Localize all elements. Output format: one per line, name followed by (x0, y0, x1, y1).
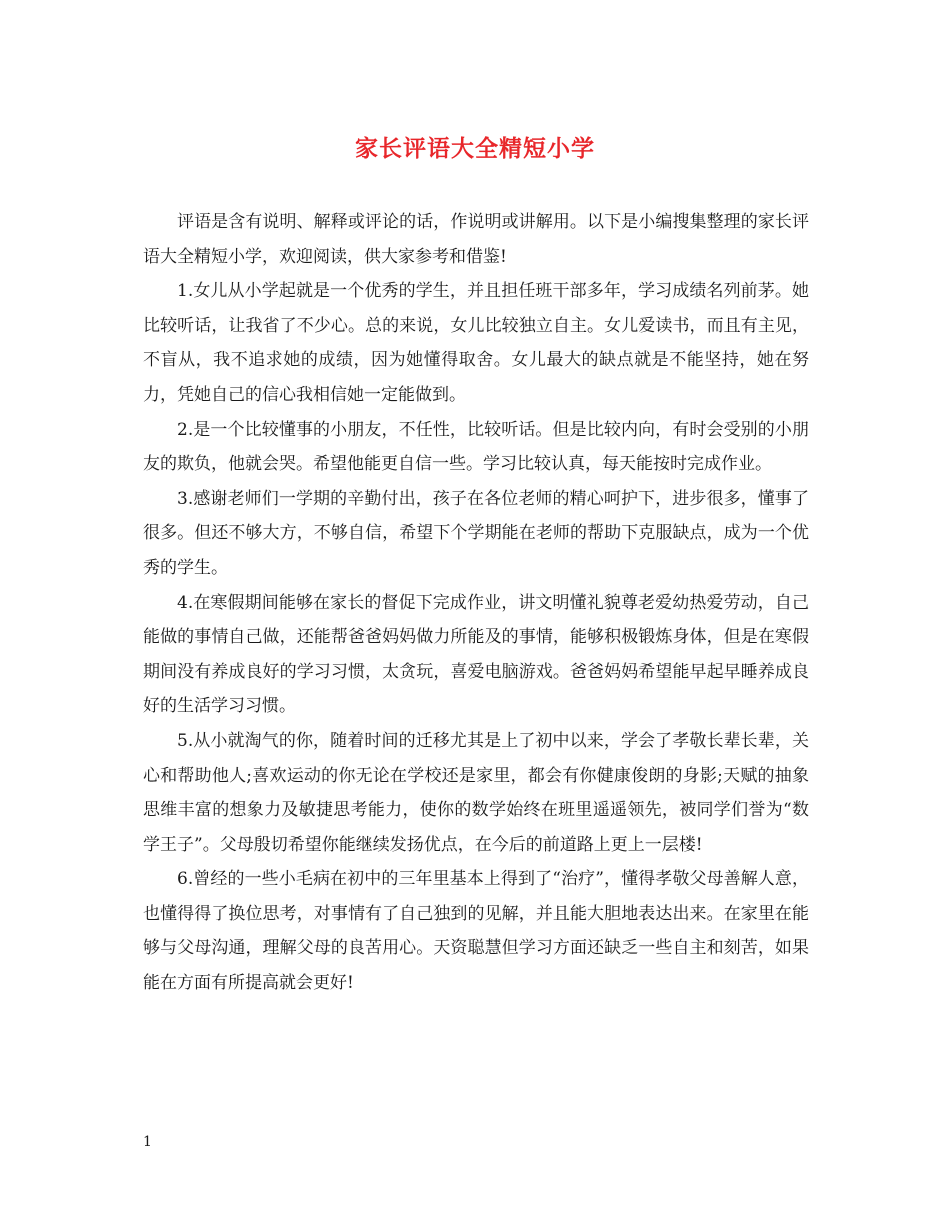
intro-paragraph: 评语是含有说明、解释或评论的话，作说明或讲解用。以下是小编搜集整理的家长评语大全精短小学，欢迎阅读，供大家参考和借鉴! (143, 212, 809, 267)
comment-paragraph-2: 2.是一个比较懂事的小朋友，不任性，比较听话。但是比较内向，有时会受别的小朋友的欺负，他就会哭。希望他能更自信一些。学习比较认真，每天能按时完成作业。 (143, 419, 809, 475)
document-title: 家长评语大全精短小学 (355, 135, 595, 162)
comment-paragraph-1: 1.女儿从小学起就是一个优秀的学生，并且担任班干部多年，学习成绩名列前茅。她比较听话，让我省了不少心。总的来说，女儿比较独立自主。女儿爱读书，而且有主见，不盲从，我不追求她的成绩，因为她懂得取舍。女儿最大的缺点就是不能坚持，她在努力，凭她自己的信心我相信她一定能做到。 (143, 281, 809, 405)
comment-paragraph-4: 4.在寒假期间能够在家长的督促下完成作业，讲文明懂礼貌尊老爱幼热爱劳动，自己能做的事情自己做，还能帮爸爸妈妈做力所能及的事情，能够积极锻炼身体，但是在寒假期间没有养成良好的学习习惯，太贪玩，喜爱电脑游戏。爸爸妈妈希望能早起早睡养成良好的生活学习习惯。 (143, 592, 809, 717)
comment-paragraph-6: 6.曾经的一些小毛病在初中的三年里基本上得到了“治疗”，懂得孝敬父母善解人意，也懂得得了换位思考，对事情有了自己独到的见解，并且能大胆地表达出来。在家里在能够与父母沟通，理解父母的良苦用心。天资聪慧但学习方面还缺乏一些自主和刻苦，如果能在方面有所提高就会更好! (143, 869, 809, 994)
page-number: 1 (143, 1134, 152, 1150)
comment-paragraph-5: 5.从小就淘气的你，随着时间的迁移尤其是上了初中以来，学会了孝敬长辈长辈，关心和帮助他人;喜欢运动的你无论在学校还是家里，都会有你健康俊朗的身影;天赋的抽象思维丰富的想象力及敏捷思考能力，使你的数学始终在班里遥遥领先，被同学们誉为“数学王子”。父母殷切希望你能继续发扬优点，在今后的前道路上更上一层楼! (143, 730, 809, 855)
document-body (143, 205, 809, 1001)
comment-paragraph-3: 3.感谢老师们一学期的辛勤付出，孩子在各位老师的精心呵护下，进步很多，懂事了很多。但还不够大方，不够自信，希望下个学期能在老师的帮助下克服缺点，成为一个优秀的学生。 (143, 488, 809, 578)
